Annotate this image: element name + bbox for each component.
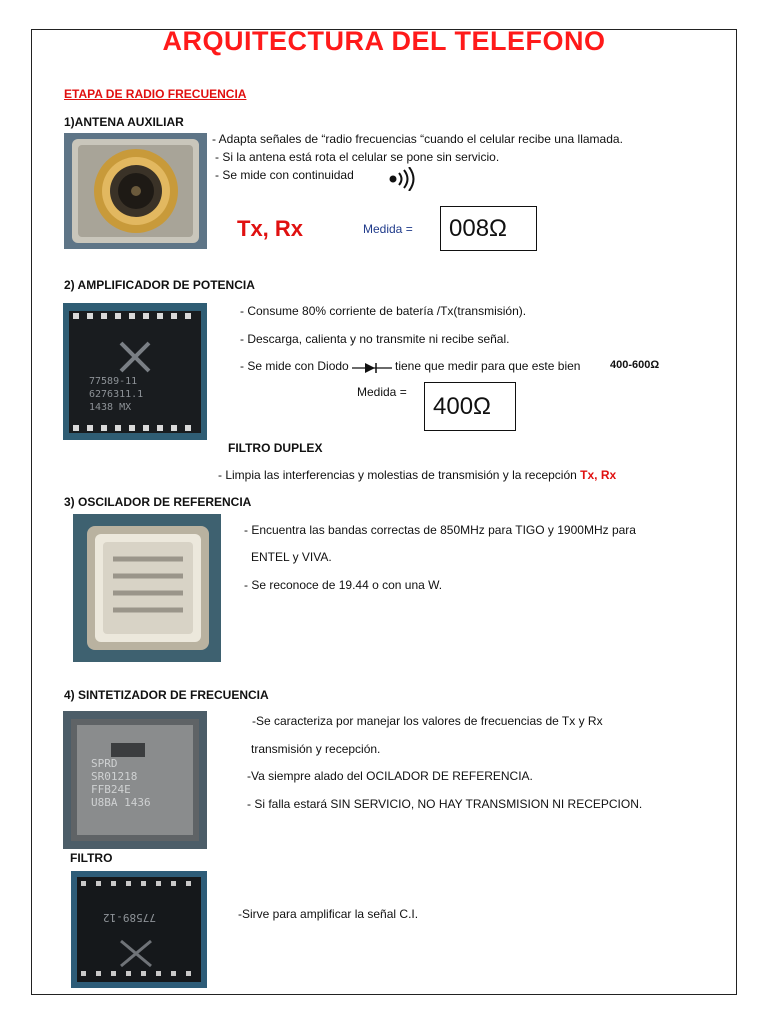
antenna-line-2: - Si la antena está rota el celular se pone sin servicio. (215, 150, 500, 164)
amplifier-medida-label: Medida = (357, 385, 407, 399)
synthesizer-chip-line-4: U8BA 1436 (91, 796, 151, 809)
synthesizer-chip-line-2: SR01218 (91, 770, 138, 783)
oscillator-photo (73, 514, 221, 662)
synthesizer-chip-line-3: FFB24E (91, 783, 131, 796)
synthesizer-line-4: - Si falla estará SIN SERVICIO, NO HAY TRANSMISION NI RECEPCION. (247, 797, 643, 811)
antenna-txrx: Tx, Rx (237, 216, 304, 241)
filter-chip-text: 77589-12 (103, 911, 156, 924)
synthesizer-chip-line-1: SPRD (91, 757, 118, 770)
amplifier-medida-value: 400Ω (424, 382, 516, 431)
antenna-heading: 1)ANTENA AUXILIAR (64, 115, 184, 129)
amplifier-line-2: - Descarga, calienta y no transmite ni recibe señal. (240, 332, 510, 346)
amplifier-line-3b: tiene que medir para que este bien (395, 359, 581, 373)
stage-heading: ETAPA DE RADIO FRECUENCIA (64, 87, 247, 101)
oscillator-line-2: ENTEL y VIVA. (251, 550, 332, 564)
amplifier-range: 400-600Ω (610, 359, 660, 371)
synthesizer-heading: 4) SINTETIZADOR DE FRECUENCIA (64, 688, 269, 702)
continuity-icon (388, 167, 418, 196)
duplex-line-1: - Limpia las interferencias y molestias de transmisión y la recepción Tx, Rx (218, 468, 617, 482)
antenna-medida-label: Medida = (363, 222, 413, 236)
antenna-line-1: - Adapta señales de “radio frecuencias “cuando el celular recibe una llamada. (212, 132, 623, 146)
filter-line-1: -Sirve para amplificar la señal C.I. (238, 907, 419, 921)
amplifier-photo (63, 303, 207, 440)
antenna-line-3: - Se mide con continuidad (215, 168, 354, 182)
synthesizer-line-3: -Va siempre alado del OCILADOR DE REFERENCIA. (247, 769, 533, 783)
oscillator-line-3: - Se reconoce de 19.44 o con una W. (244, 578, 443, 592)
amplifier-line-3a: - Se mide con Diodo (240, 359, 349, 373)
antenna-medida-value: 008Ω (440, 206, 537, 251)
amplifier-chip-line-3: 1438 MX (89, 402, 132, 413)
oscillator-heading: 3) OSCILADOR DE REFERENCIA (64, 495, 252, 509)
synthesizer-photo (63, 711, 207, 849)
filter-photo (71, 871, 207, 988)
amplifier-line-1: - Consume 80% corriente de batería /Tx(transmisión). (240, 304, 527, 318)
antenna-photo (64, 133, 207, 249)
amplifier-chip-line-1: 77589-11 (89, 376, 138, 387)
amplifier-heading: 2) AMPLIFICADOR DE POTENCIA (64, 278, 255, 292)
filter-heading: FILTRO (70, 851, 113, 865)
page-title: ARQUITECTURA DEL TELEFONO (162, 26, 606, 56)
duplex-txrx: Tx, Rx (580, 468, 617, 482)
diode-icon (352, 361, 392, 380)
duplex-heading: FILTRO DUPLEX (228, 441, 323, 455)
synthesizer-line-2: transmisión y recepción. (251, 742, 381, 756)
synthesizer-line-1: -Se caracteriza por manejar los valores de frecuencias de Tx y Rx (252, 714, 603, 728)
amplifier-chip-line-2: 6276311.1 (89, 389, 144, 400)
oscillator-line-1: - Encuentra las bandas correctas de 850MHz para TIGO y 1900MHz para (244, 523, 636, 537)
